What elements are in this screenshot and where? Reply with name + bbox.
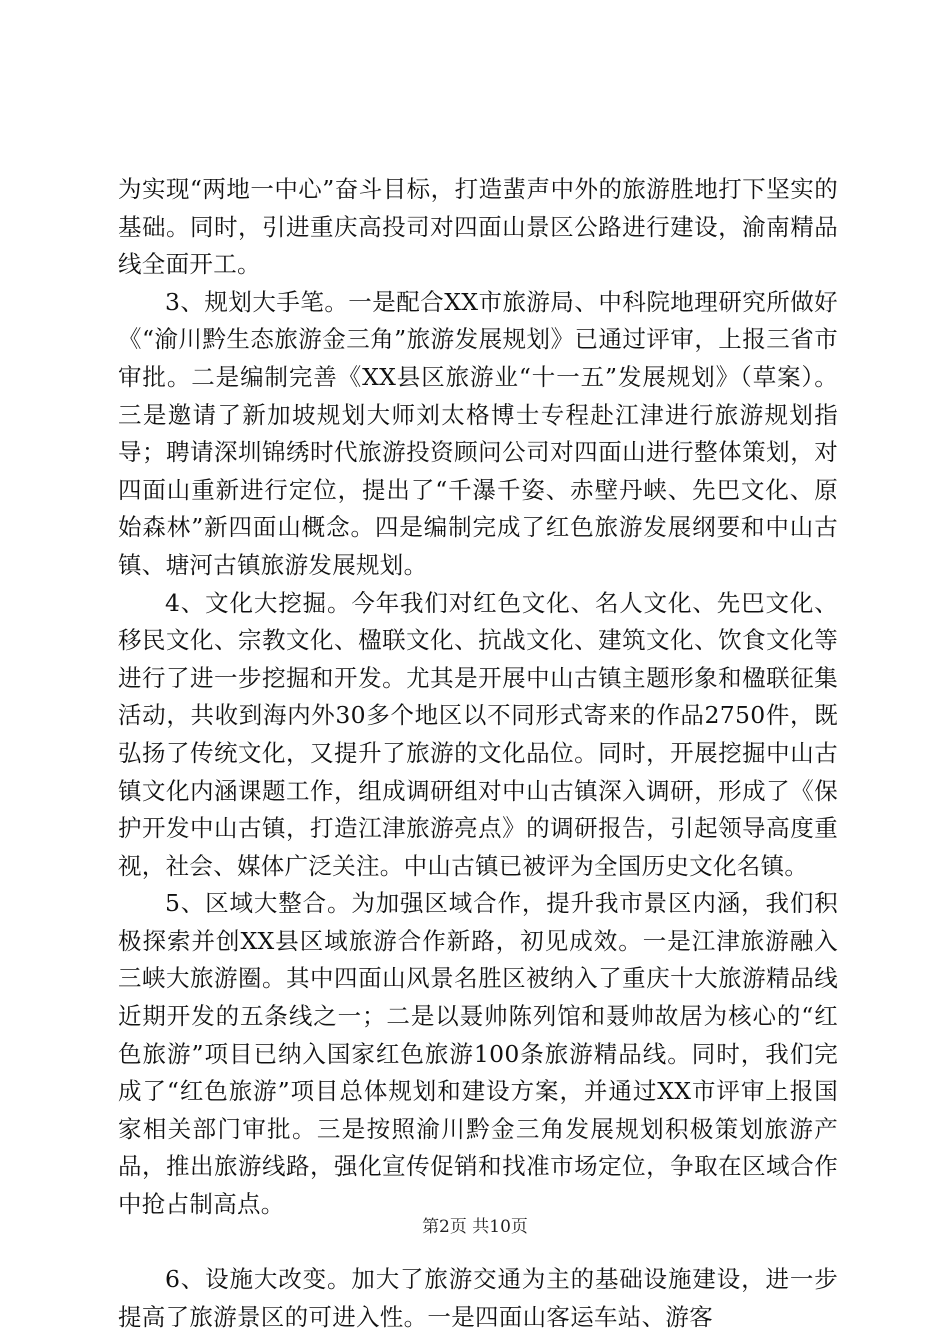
paragraph-culture: 4、文化大挖掘。今年我们对红色文化、名人文化、先巴文化、移民文化、宗教文化、楹联文化、抗战文化、建筑文化、饮食文化等进行了进一步挖掘和开发。尤其是开展中山古镇主题形象和楹联征集活动，共收到海内外30多个地区以不同形式寄来的作品2750件，既弘扬了传统文化，又提升了旅游的文化品位。同时，开展挖掘中山古镇文化内涵课题工作，组成调研组对中山古镇深入调研，形成了《保护开发中山古镇，打造江津旅游亮点》的调研报告，引起领导高度重视，社会、媒体广泛关注。中山古镇已被评为全国历史文化名镇。 [118, 588, 838, 880]
paragraph-planning: 3、规划大手笔。一是配合XX市旅游局、中科院地理研究所做好《“渝川黔生态旅游金三角”旅游发展规划》已通过评审，上报三省市审批。二是编制完善《XX县区旅游业“十一五”发展规划》（草案）。三是邀请了新加坡规划大师刘太格博士专程赴江津进行旅游规划指导；聘请深圳锦绣时代旅游投资顾问公司对四面山进行整体策划，对四面山重新进行定位，提出了“千瀑千姿、赤壁丹峡、先巴文化、原始森林”新四面山概念。四是编制完成了红色旅游发展纲要和中山古镇、塘河古镇旅游发展规划。 [118, 287, 838, 579]
paragraph-regional: 5、区域大整合。为加强区域合作，提升我市景区内涵，我们积极探索并创XX县区域旅游合作新路，初见成效。一是江津旅游融入三峡大旅游圈。其中四面山风景名胜区被纳入了重庆十大旅游精品线近期开发的五条线之一；二是以聂帅陈列馆和聂帅故居为核心的“红色旅游”项目已纳入国家红色旅游100条旅游精品线。同时，我们完成了“红色旅游”项目总体规划和建设方案，并通过XX市评审上报国家相关部门审批。三是按照渝川黔金三角发展规划积极策划旅游产品，推出旅游线路，强化宣传促销和找准市场定位，争取在区域合作中抢占制高点。 [118, 889, 838, 1219]
paragraph-facilities: 6、设施大改变。加大了旅游交通为主的基础设施建设，进一步提高了旅游景区的可进入性。一是四面山客运车站、游客 [118, 1265, 838, 1331]
document-body [118, 171, 838, 1336]
page-footer [0, 1216, 950, 1238]
page-number-indicator: 第2页 共10页 [422, 1217, 528, 1237]
paragraph-continuation: 为实现“两地一中心”奋斗目标，打造蜚声中外的旅游胜地打下坚实的基础。同时，引进重庆高投司对四面山景区公路进行建设，渝南精品线全面开工。 [118, 175, 838, 279]
